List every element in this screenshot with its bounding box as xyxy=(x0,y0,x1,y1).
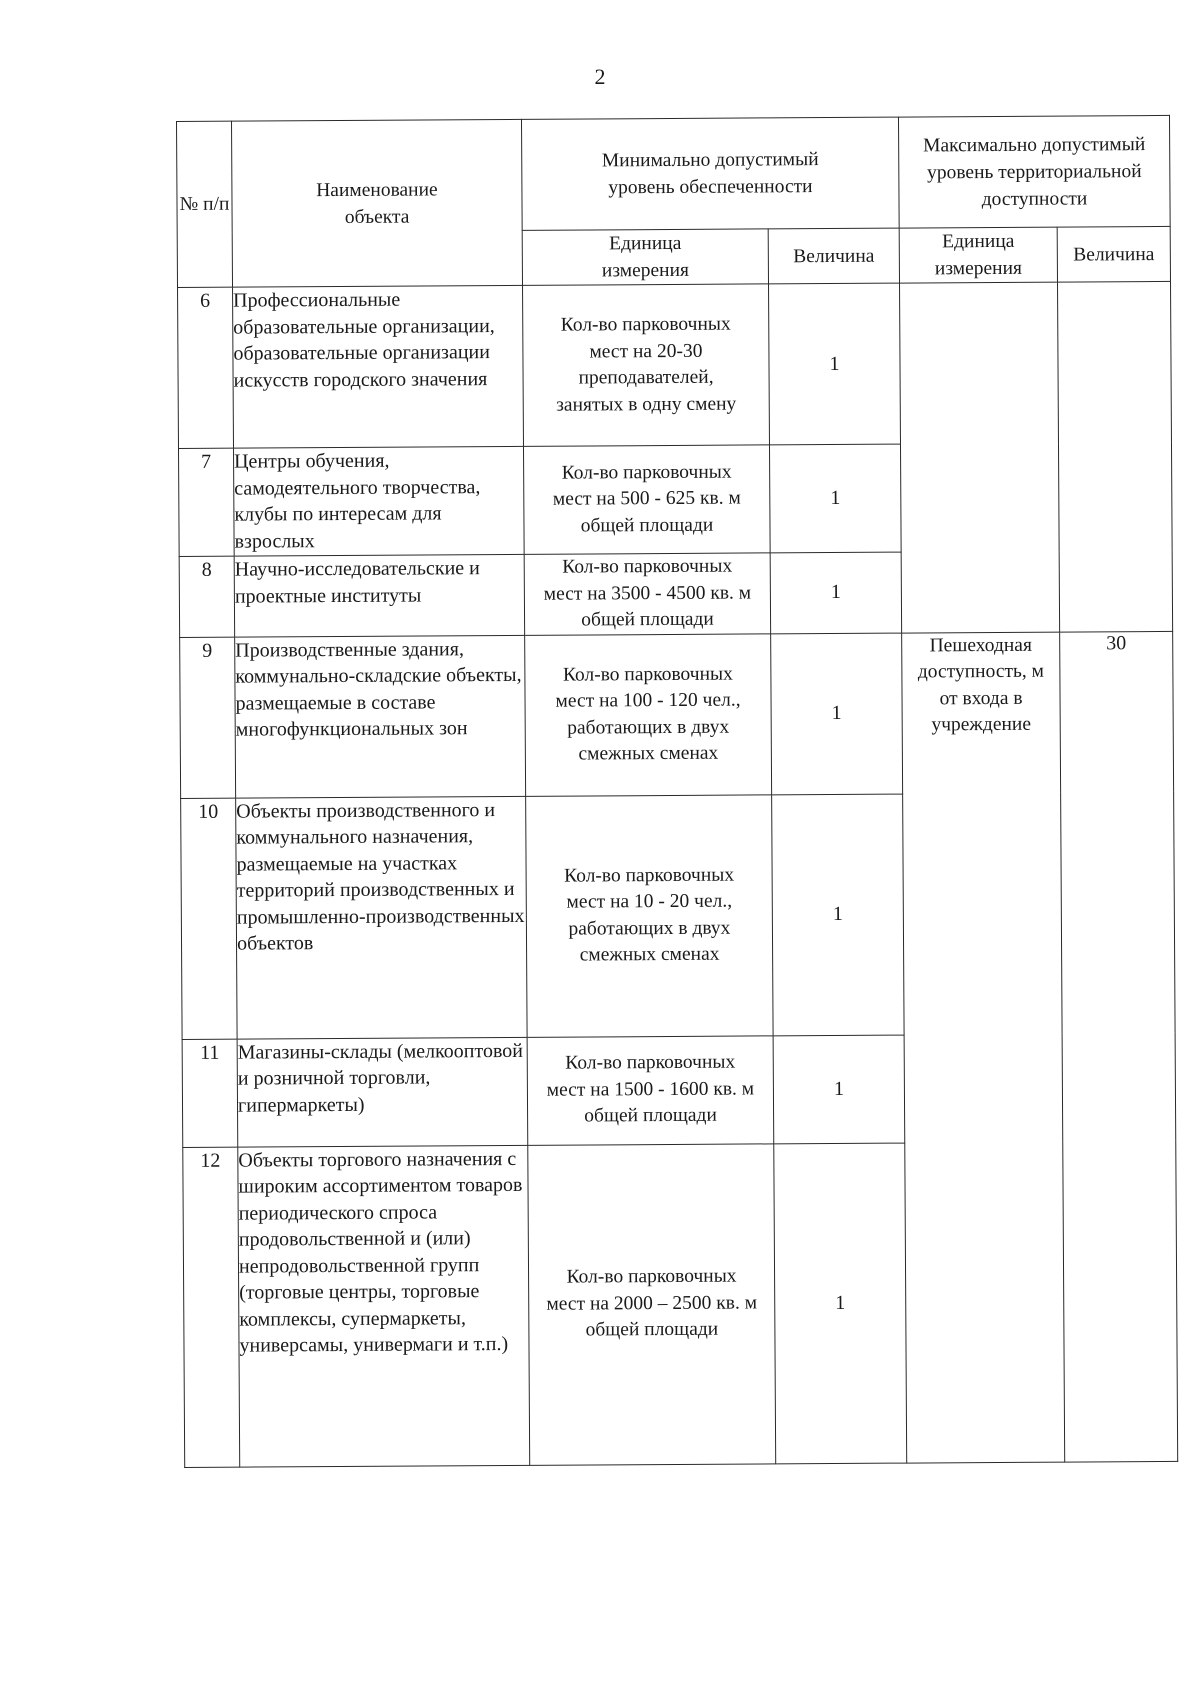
object-name: Производственные здания, коммунально-складские объекты, размещаемые в составе многофункциональных зон xyxy=(235,635,526,798)
row-number: 11 xyxy=(182,1039,238,1147)
header-object-name: Наименование объекта xyxy=(232,119,523,287)
provision-value: 1 xyxy=(770,552,902,633)
provision-value: 1 xyxy=(774,1143,907,1464)
provision-unit: Кол-во парковочных мест на 500 - 625 кв. м общей площади xyxy=(523,445,770,555)
header-row-number: № п/п xyxy=(177,121,233,287)
row-number: 9 xyxy=(180,637,236,798)
provision-value: 1 xyxy=(769,283,901,445)
provision-value: 1 xyxy=(773,1035,905,1144)
page-number: 2 xyxy=(594,64,606,89)
provision-unit: Кол-во парковочных мест на 2000 – 2500 кв. м общей площади xyxy=(528,1143,776,1464)
table-row xyxy=(180,631,1174,798)
row-number: 6 xyxy=(178,287,234,448)
object-name: Объекты производственного и коммунального назначения, размещаемые на участках территорий производственных и промышленно-производственных объектов xyxy=(236,796,527,1039)
norms-table xyxy=(176,115,1178,1468)
provision-unit: Кол-во парковочных мест на 100 - 120 чел., работающих в двух смежных сменах xyxy=(525,633,772,795)
header-min-provision-level: Минимально допустимый уровень обеспеченности xyxy=(521,117,899,230)
header-max-accessibility-level: Максимально допустимый уровень территориальной доступности xyxy=(899,115,1171,228)
accessibility-value-empty xyxy=(1058,281,1173,631)
provision-unit: Кол-во парковочных мест на 3500 - 4500 кв. м общей площади xyxy=(524,553,770,635)
accessibility-unit: Пешеходная доступность, м от входа в учреждение xyxy=(902,632,1065,1463)
accessibility-value: 30 xyxy=(1060,631,1178,1462)
object-name: Объекты торгового назначения с широким ассортиментом товаров периодического спроса продовольственной и (или) непродовольственной групп (торговые центры, торговые комплексы, супермаркеты, универсамы, универмаги и т.п.) xyxy=(238,1145,530,1467)
provision-value: 1 xyxy=(772,794,904,1036)
object-name: Профессиональные образовательные организации, образовательные организации искусств городского значения xyxy=(233,285,524,448)
provision-unit: Кол-во парковочных мест на 20-30 преподавателей, занятых в одну смену xyxy=(523,284,770,446)
accessibility-unit-empty xyxy=(900,282,1060,632)
provision-unit: Кол-во парковочных мест на 10 - 20 чел., работающих в двух смежных сменах xyxy=(526,794,773,1036)
provision-unit: Кол-во парковочных мест на 1500 - 1600 кв. м общей площади xyxy=(527,1035,774,1145)
row-number: 7 xyxy=(179,448,235,556)
table-row xyxy=(178,281,1172,448)
object-name: Магазины-склады (мелкооптовой и розничной торговли, гипермаркеты) xyxy=(237,1037,528,1147)
object-name: Научно-исследовательские и проектные институты xyxy=(234,554,524,636)
provision-value: 1 xyxy=(771,633,903,795)
row-number: 8 xyxy=(179,556,234,637)
object-name: Центры обучения, самодеятельного творчества, клубы по интересам для взрослых xyxy=(233,446,524,556)
header-value: Величина xyxy=(768,228,899,284)
row-number: 10 xyxy=(181,798,237,1039)
header-unit: Единица измерения xyxy=(522,229,768,286)
provision-value: 1 xyxy=(769,444,901,553)
row-number: 12 xyxy=(183,1147,240,1467)
header-unit-accessibility: Единица измерения xyxy=(899,227,1057,283)
header-value-accessibility: Величина xyxy=(1057,226,1170,282)
